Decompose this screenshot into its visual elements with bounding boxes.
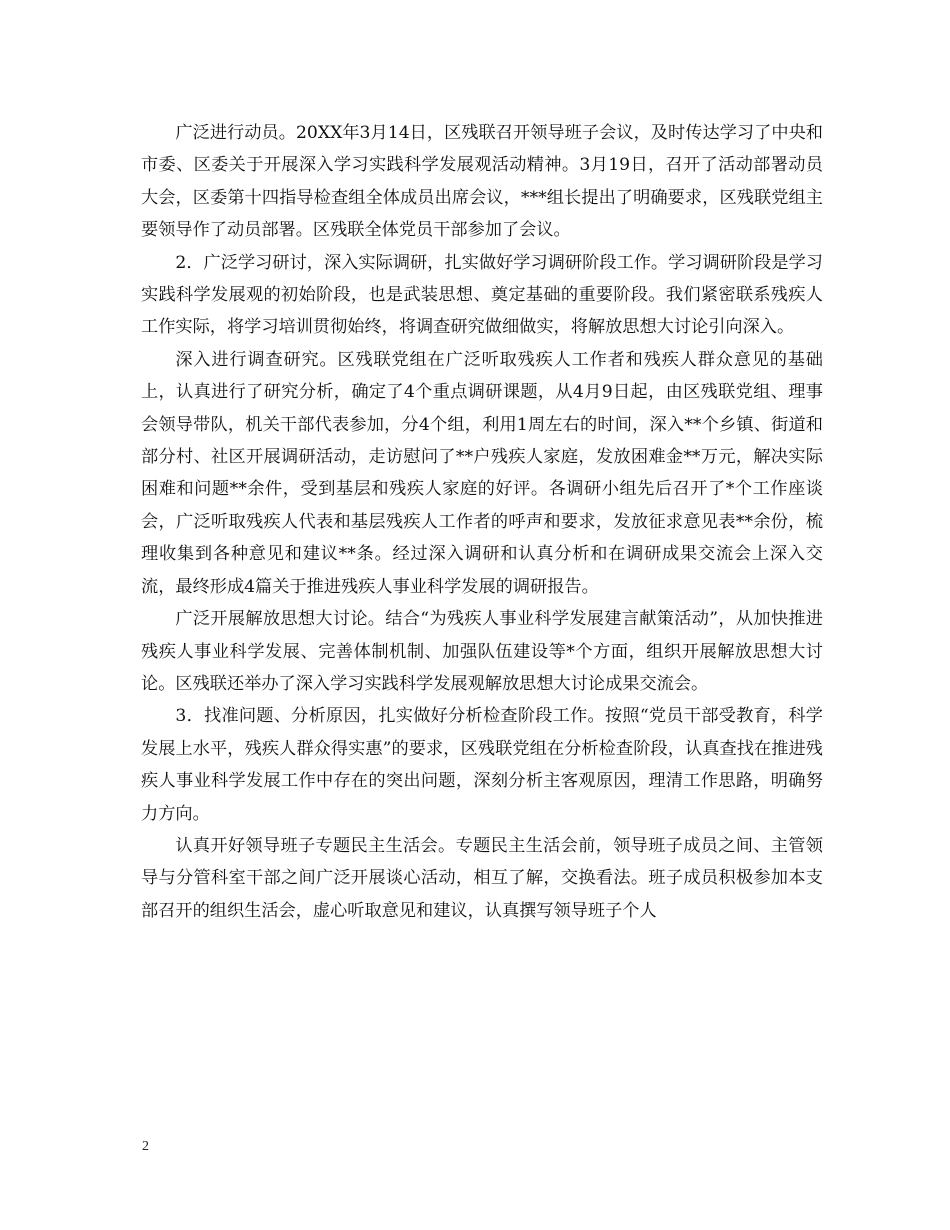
document-body [141,117,823,927]
paragraph-investigation: 深入进行调查研究。区残联党组在广泛听取残疾人工作者和残疾人群众意见的基础上，认真进行了研究分析，确定了4个重点调研课题，从4月9日起，由区残联党组、理事会领导带队，机关干部代表参加，分4个组，利用1周左右的时间，深入**个乡镇、街道和部分村、社区开展调研活动，走访慰问了**户残疾人家庭，发放困难金**万元，解决实际困难和问题**余件，受到基层和残疾人家庭的好评。各调研小组先后召开了*个工作座谈会，广泛听取残疾人代表和基层残疾人工作者的呼声和要求，发放征求意见表**余份，梳理收集到各种意见和建议**条。经过深入调研和认真分析和在调研成果交流会上深入交流，最终形成4篇关于推进残疾人事业科学发展的调研报告。 [141,349,823,597]
paragraph-democratic-meeting: 认真开好领导班子专题民主生活会。专题民主生活会前，领导班子成员之间、主管领导与分管科室干部之间广泛开展谈心活动，相互了解，交换看法。班子成员积极参加本支部召开的组织生活会，虚心听取意见和建议，认真撰写领导班子个人 [141,835,823,921]
paragraph-study-research: 2．广泛学习研讨，深入实际调研，扎实做好学习调研阶段工作。学习调研阶段是学习实践科学发展观的初始阶段，也是武装思想、奠定基础的重要阶段。我们紧密联系残疾人工作实际，将学习培训贯彻始终，将调查研究做细做实，将解放思想大讨论引向深入。 [141,252,823,338]
paragraph-analysis: 3．找准问题、分析原因，扎实做好分析检查阶段工作。按照“党员干部受教育，科学发展上水平，残疾人群众得实惠”的要求，区残联党组在分析检查阶段，认真查找在推进残疾人事业科学发展工作中存在的突出问题，深刻分析主客观原因，理清工作思路，明确努力方向。 [141,706,823,824]
paragraph-discussion: 广泛开展解放思想大讨论。结合“为残疾人事业科学发展建言献策活动”，从加快推进残疾人事业科学发展、完善体制机制、加强队伍建设等*个方面，组织开展解放思想大讨论。区残联还举办了深入学习实践科学发展观解放思想大讨论成果交流会。 [141,609,823,694]
paragraph-mobilization: 广泛进行动员。20XX年3月14日，区残联召开领导班子会议，及时传达学习了中央和市委、区委关于开展深入学习实践科学发展观活动精神。3月19日，召开了活动部署动员大会，区委第十四指导检查组全体成员出席会议，***组长提出了明确要求，区残联党组主要领导作了动员部署。区残联全体党员干部参加了会议。 [141,123,823,241]
page-number: 2 [142,1139,149,1154]
